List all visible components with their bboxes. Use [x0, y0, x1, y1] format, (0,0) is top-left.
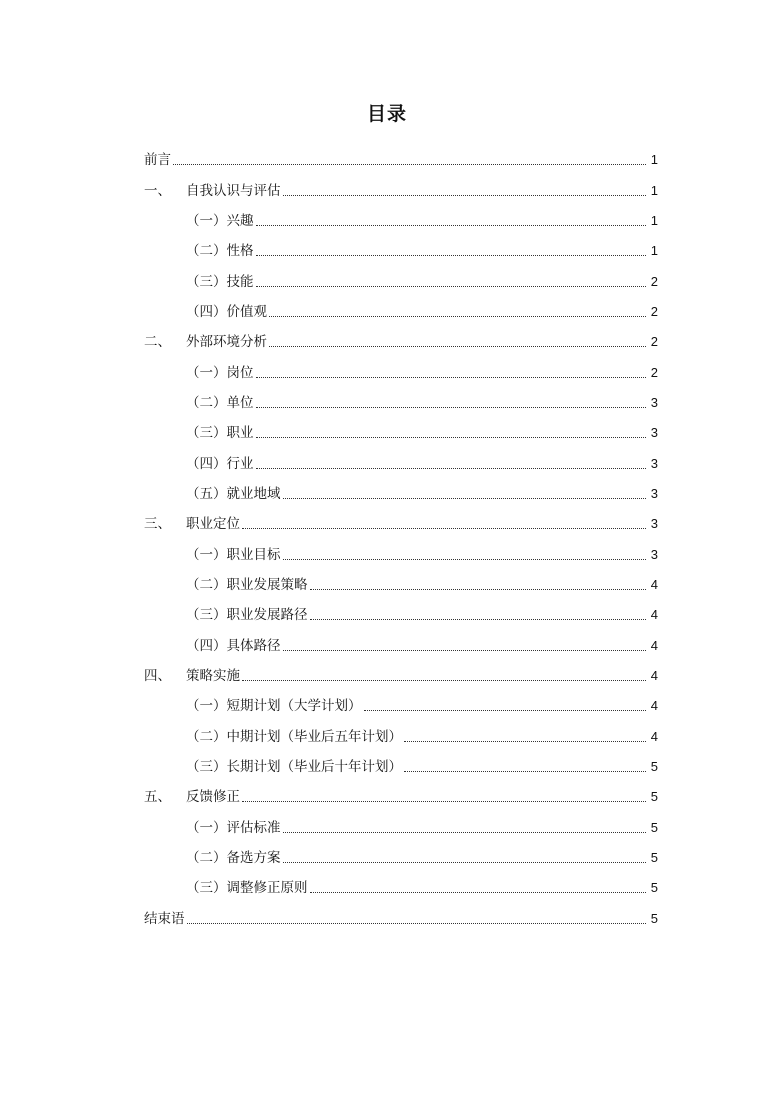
dot-leader: [187, 923, 647, 924]
toc-entry-label: （三）长期计划（毕业后十年计划）: [186, 758, 402, 775]
toc-entry-label: 策略实施: [186, 667, 240, 684]
toc-entry-page-number: 3: [650, 516, 658, 532]
toc-entry-text: [144, 788, 240, 807]
toc-entry-page-number: 5: [650, 819, 658, 835]
toc-entry-label: （五）就业地域: [186, 485, 281, 502]
toc-entry-label: （一）职业目标: [186, 546, 281, 563]
toc-entry[interactable]: [144, 261, 658, 291]
toc-entry[interactable]: [144, 565, 658, 595]
dot-leader: [310, 619, 647, 620]
dot-leader: [269, 346, 646, 347]
toc-entry-text: [144, 667, 240, 686]
toc-entry-label: 自我认识与评估: [186, 182, 281, 199]
toc-entry-page-number: 2: [650, 303, 658, 319]
toc-entry-label: （一）短期计划（大学计划）: [186, 698, 362, 715]
toc-entry-label: （三）职业: [186, 425, 254, 442]
toc-entry[interactable]: [144, 413, 658, 443]
toc-entry[interactable]: [144, 777, 658, 807]
toc-entry-label: 外部环境分析: [186, 334, 267, 351]
toc-entry[interactable]: [144, 807, 658, 837]
toc-entry-page-number: 5: [650, 880, 658, 896]
dot-leader: [283, 498, 647, 499]
toc-entry-label: （一）岗位: [186, 364, 254, 381]
dot-leader: [283, 650, 647, 651]
toc-entry-label: （四）行业: [186, 455, 254, 472]
toc-entry-page-number: 1: [650, 212, 658, 228]
dot-leader: [242, 801, 646, 802]
dot-leader: [242, 680, 646, 681]
toc-entry-label: （二）职业发展策略: [186, 576, 308, 593]
toc-entry-text: [144, 333, 267, 352]
toc-entry-label: （二）备选方案: [186, 849, 281, 866]
toc-entry-text: [186, 606, 308, 625]
toc-entry-label: 前言: [144, 152, 171, 169]
dot-leader: [256, 225, 647, 226]
toc-entry-page-number: 3: [650, 546, 658, 562]
toc-entry-page-number: 2: [650, 273, 658, 289]
toc-entry-page-number: 5: [650, 758, 658, 774]
dot-leader: [256, 377, 647, 378]
toc-entry-label: 结束语: [144, 910, 185, 927]
toc-entry-text: [186, 819, 281, 838]
toc-entry-page-number: 4: [650, 607, 658, 623]
toc-entry[interactable]: [144, 504, 658, 534]
toc-entry-label: （一）评估标准: [186, 819, 281, 836]
toc-entry[interactable]: [144, 474, 658, 504]
dot-leader: [256, 286, 647, 287]
toc-entry-text: [186, 879, 308, 898]
toc-entry-page-number: 3: [650, 425, 658, 441]
dot-leader: [310, 892, 647, 893]
toc-entry-text: [186, 242, 254, 261]
toc-entry[interactable]: [144, 656, 658, 686]
toc-entry[interactable]: [144, 231, 658, 261]
toc-entry-page-number: 4: [650, 698, 658, 714]
toc-entry-text: [186, 849, 281, 868]
toc-entry-text: [186, 364, 254, 383]
toc-entry-page-number: 3: [650, 455, 658, 471]
toc-entry-label: （二）性格: [186, 243, 254, 260]
toc-entry-text: [144, 910, 185, 929]
toc-entry-label: （二）中期计划（毕业后五年计划）: [186, 728, 402, 745]
page-title: 目录: [366, 103, 407, 125]
dot-leader: [256, 255, 647, 256]
dot-leader: [283, 195, 647, 196]
toc-entry-text: [186, 758, 402, 777]
toc-entry-label: （三）职业发展路径: [186, 607, 308, 624]
toc-entry-label: （三）技能: [186, 273, 254, 290]
toc-entry[interactable]: [144, 868, 658, 898]
toc-entry-page-number: 4: [650, 576, 658, 592]
toc-entry[interactable]: [144, 747, 658, 777]
toc-entry-text: [144, 515, 240, 534]
toc-entry-number: 二、: [144, 334, 171, 351]
toc-entry-page-number: 5: [650, 849, 658, 865]
dot-leader: [283, 862, 647, 863]
toc-entry-number: 四、: [144, 667, 171, 684]
toc-entry-label: （二）单位: [186, 394, 254, 411]
toc-entry-number: 五、: [144, 789, 171, 806]
toc-entry-page-number: 4: [650, 728, 658, 744]
toc-entry-text: [186, 637, 281, 656]
dot-leader: [173, 164, 646, 165]
toc-entry[interactable]: [144, 686, 658, 716]
dot-leader: [256, 407, 647, 408]
toc-entry-label: （四）具体路径: [186, 637, 281, 654]
toc-entry-text: [186, 303, 267, 322]
toc-entry-number: 三、: [144, 516, 171, 533]
dot-leader: [283, 559, 647, 560]
toc-entry-text: [186, 455, 254, 474]
toc-entry-text: [186, 697, 362, 716]
toc-entry-text: [186, 424, 254, 443]
toc-entry-text: [186, 485, 281, 504]
toc-entry-label: 职业定位: [186, 516, 240, 533]
toc-entry[interactable]: [144, 625, 658, 655]
toc-entry[interactable]: [144, 534, 658, 564]
toc-entry-text: [186, 546, 281, 565]
toc-entry-text: [186, 576, 308, 595]
toc-entry-page-number: 4: [650, 637, 658, 653]
toc-entry-text: [186, 394, 254, 413]
toc-entry-text: [186, 728, 402, 747]
dot-leader: [310, 589, 647, 590]
toc-entry-page-number: 1: [650, 152, 658, 168]
table-of-contents: [144, 140, 658, 929]
toc-entry-page-number: 1: [650, 243, 658, 259]
toc-entry-text: [144, 151, 171, 170]
toc-entry-label: （一）兴趣: [186, 212, 254, 229]
toc-entry[interactable]: [144, 352, 658, 382]
toc-entry[interactable]: [144, 716, 658, 746]
toc-entry[interactable]: [144, 898, 658, 928]
dot-leader: [364, 710, 647, 711]
toc-entry-page-number: 3: [650, 485, 658, 501]
toc-entry[interactable]: [144, 292, 658, 322]
toc-entry-page-number: 1: [650, 182, 658, 198]
toc-entry[interactable]: [144, 383, 658, 413]
toc-entry-label: （四）价值观: [186, 303, 267, 320]
toc-entry[interactable]: [144, 443, 658, 473]
toc-entry-label: （三）调整修正原则: [186, 880, 308, 897]
toc-entry-label: 反馈修正: [186, 789, 240, 806]
toc-entry[interactable]: [144, 201, 658, 231]
dot-leader: [283, 832, 647, 833]
toc-entry-page-number: 2: [650, 364, 658, 380]
dot-leader: [404, 741, 646, 742]
toc-entry-text: [186, 273, 254, 292]
toc-entry-page-number: 3: [650, 394, 658, 410]
toc-entry[interactable]: [144, 322, 658, 352]
dot-leader: [404, 771, 646, 772]
dot-leader: [242, 528, 646, 529]
dot-leader: [256, 468, 647, 469]
toc-entry[interactable]: [144, 170, 658, 200]
toc-entry-page-number: 2: [650, 334, 658, 350]
toc-entry[interactable]: [144, 838, 658, 868]
dot-leader: [269, 316, 646, 317]
toc-entry-page-number: 5: [650, 789, 658, 805]
toc-entry-text: [144, 182, 281, 201]
toc-entry-number: 一、: [144, 182, 171, 199]
toc-entry-page-number: 4: [650, 667, 658, 683]
toc-entry[interactable]: [144, 595, 658, 625]
toc-entry-page-number: 5: [650, 910, 658, 926]
toc-entry-text: [186, 212, 254, 231]
dot-leader: [256, 437, 647, 438]
toc-entry[interactable]: [144, 140, 658, 170]
